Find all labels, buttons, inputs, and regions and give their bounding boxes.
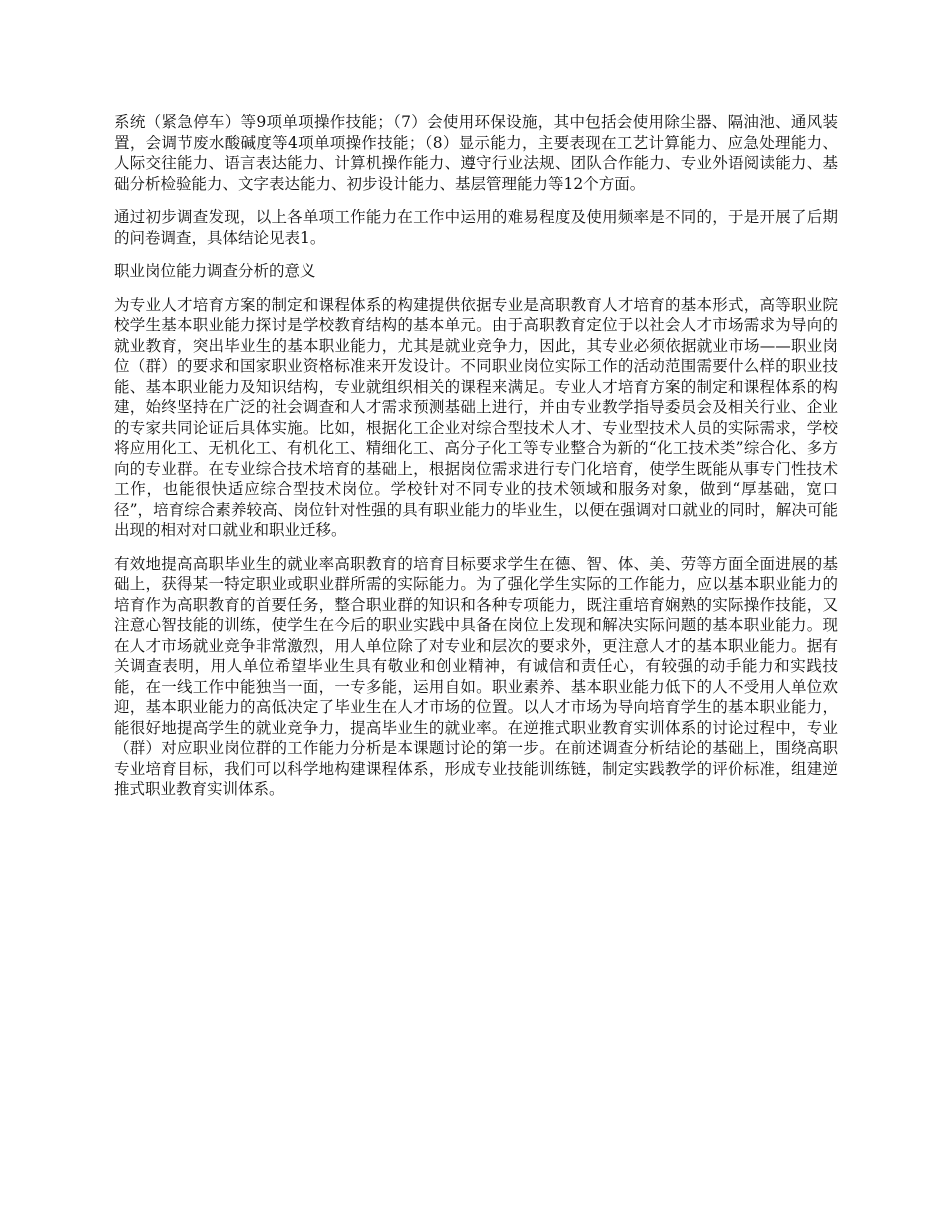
paragraph-curriculum-basis: 为专业人才培育方案的制定和课程体系的构建提供依据专业是高职教育人才培育的基本形式，高等职业院校学生基本职业能力探讨是学校教育结构的基本单元。由于高职教育定位于以社会人才市场需求为导向的就业教育，突出毕业生的基本职业能力，尤其是就业竞争力，因此，其专业必须依据就业市场——职业岗位（群）的要求和国家职业资格标准来开发设计。不同职业岗位实际工作的活动范围需要什么样的职业技能、基本职业能力及知识结构，专业就组织相关的课程来满足。专业人才培育方案的制定和课程体系的构建，始终坚持在广泛的社会调查和人才需求预测基础上进行，并由专业教学指导委员会及相关行业、企业的专家共同论证后具体实施。比如，根据化工企业对综合型技术人才、专业型技术人员的实际需求，学校将应用化工、无机化工、有机化工、精细化工、高分子化工等专业整合为新的“化工技术类”综合化、多方向的专业群。在专业综合技术培育的基础上，根据岗位需求进行专门化培育，使学生既能从事专门性技术工作，也能很快适应综合型技术岗位。学校针对不同专业的技术领域和服务对象，做到“厚基础，宽口径”，培育综合素养较高、岗位针对性强的具有职业能力的毕业生，以便在强调对口就业的同时，解决可能出现的相对对口就业和职业迁移。	[114, 295, 838, 539]
section-heading: 职业岗位能力调查分析的意义	[114, 262, 316, 280]
paragraph-employment-rate: 有效地提高高职毕业生的就业率高职教育的培育目标要求学生在德、智、体、美、劳等方面全面进展的基础上，获得某一特定职业或职业群所需的实际能力。为了强化学生实际的工作能力，应以基本职业能力的培育作为高职教育的首要任务，整合职业群的知识和各种专项能力，既注重培育娴熟的实际操作技能，又注意心智技能的训练，使学生在今后的职业实践中具备在岗位上发现和解决实际问题的基本职业能力。现在人才市场就业竞争非常激烈，用人单位除了对专业和层次的要求外，更注意人才的基本职业能力。据有关调查表明，用人单位希望毕业生具有敬业和创业精神，有诚信和责任心，有较强的动手能力和实践技能，在一线工作中能独当一面，一专多能，运用自如。职业素养、基本职业能力低下的人不受用人单位欢迎，基本职业能力的高低决定了毕业生在人才市场的位置。以人才市场为导向培育学生的基本职业能力，能很好地提高学生的就业竞争力，提高毕业生的就业率。在逆推式职业教育实训体系的讨论过程中，专业（群）对应职业岗位群的工作能力分析是本课题讨论的第一步。在前述调查分析结论的基础上，围绕高职专业培育目标，我们可以科学地构建课程体系，形成专业技能训练链，制定实践教学的评价标准，组建逆推式职业教育实训体系。	[114, 554, 838, 798]
paragraph-continuation: 系统（紧急停车）等9项单项操作技能；（7）会使用环保设施，其中包括会使用除尘器、隔油池、通风装置，会调节废水酸碱度等4项单项操作技能；（8）显示能力，主要表现在工艺计算能力、应急处理能力、人际交往能力、语言表达能力、计算机操作能力、遵守行业法规、团队合作能力、专业外语阅读能力、基础分析检验能力、文字表达能力、初步设计能力、基层管理能力等12个方面。	[114, 113, 838, 193]
paragraph-survey-finding: 通过初步调查发现，以上各单项工作能力在工作中运用的难易程度及使用频率是不同的，于是开展了后期的问卷调查，具体结论见表1。	[114, 208, 838, 247]
document-page	[114, 112, 838, 813]
